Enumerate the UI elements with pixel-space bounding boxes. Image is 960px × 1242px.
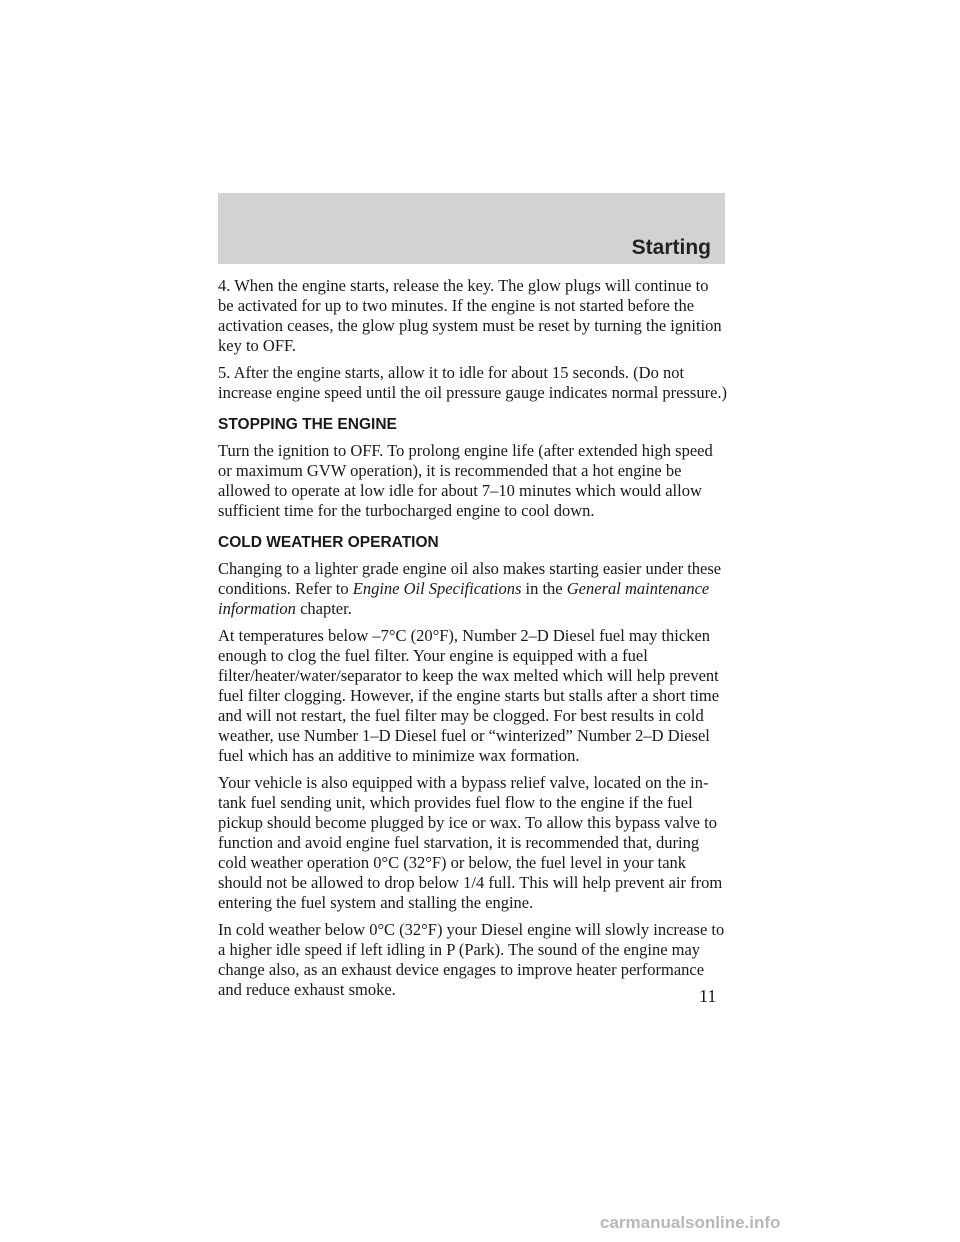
page-number: 11 [699,986,717,1006]
heading-stopping-engine: STOPPING THE ENGINE [218,416,397,433]
watermark: carmanualsonline.info [600,1213,781,1232]
section-header-band [218,193,725,264]
oil-text-c: chapter. [295,599,352,618]
reference-general-maintenance: General maintenance information [218,579,710,618]
paragraph-step-4: 4. When the engine starts, release the key. The glow plugs will continue to be activated for up to two minutes. If the engine is not started before the activation ceases, the glow plug system must be reset by turning the ignition key to OFF. [218,276,722,355]
paragraph-idle-speed: In cold weather below 0°C (32°F) your Diesel engine will slowly increase to a higher idle speed if left idling in P (Park). The sound of the engine may change also, as an exhaust device engages to improve heater performance and reduce exhaust smoke. [218,920,725,999]
paragraph-bypass-valve: Your vehicle is also equipped with a bypass relief valve, located on the in-tank fuel sending unit, which provides fuel flow to the engine if the fuel pickup should become plugged by ice or wax. To allow this bypass valve to function and avoid engine fuel starvation, it is recommended that, during cold weather operation 0°C (32°F) or below, the fuel level in your tank should not be allowed to drop below 1/4 full. This will help prevent air from entering the fuel system and stalling the engine. [218,773,723,912]
paragraph-diesel-fuel: At temperatures below –7°C (20°F), Number 2–D Diesel fuel may thicken enough to clog the fuel filter. Your engine is equipped with a fuel filter/heater/water/separator to keep the wax melted which will help prevent fuel filter clogging. However, if the engine starts but stalls after a short time and will not restart, the fuel filter may be clogged. For best results in cold weather, use Number 1–D Diesel fuel or “winterized” Number 2–D Diesel fuel which has an additive to minimize wax formation. [218,626,720,765]
oil-text-a: Changing to a lighter grade engine oil also makes starting easier under these conditions. Refer to [218,559,722,598]
reference-engine-oil-specs: Engine Oil Specifications [352,579,522,598]
section-title: Starting [631,236,711,259]
heading-cold-weather: COLD WEATHER OPERATION [218,534,439,551]
paragraph-step-5: 5. After the engine starts, allow it to idle for about 15 seconds. (Do not increase engine speed until the oil pressure gauge indicates normal pressure.) [218,363,728,402]
paragraph-stopping: Turn the ignition to OFF. To prolong engine life (after extended high speed or maximum GVW operation), it is recommended that a hot engine be allowed to operate at low idle for about 7–10 minutes which would allow sufficient time for the turbocharged engine to cool down. [218,441,713,520]
paragraph-oil-grade [218,559,728,619]
oil-text-b: in the [521,579,567,598]
page-content [218,276,728,1007]
